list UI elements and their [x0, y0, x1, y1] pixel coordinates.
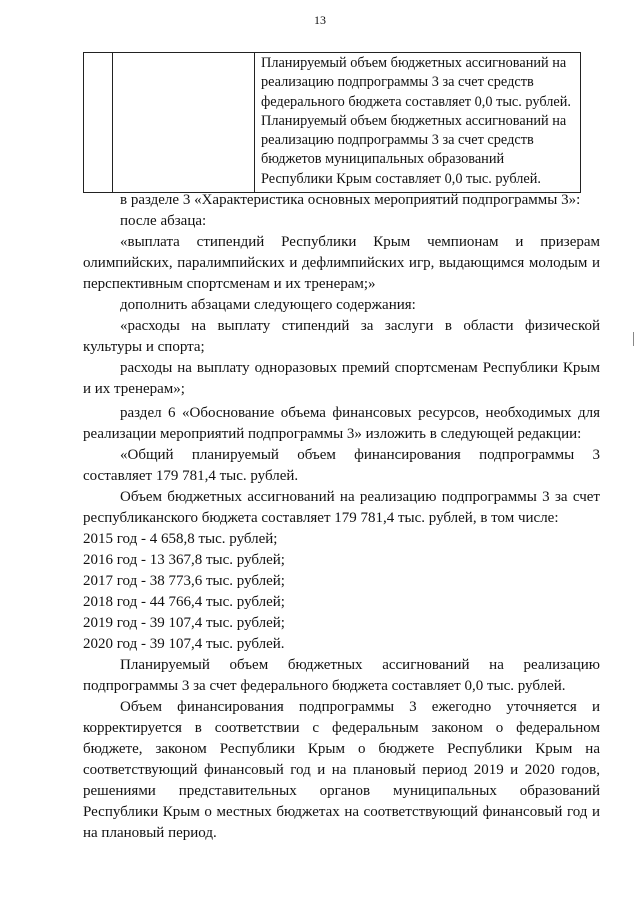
table-row [84, 53, 581, 193]
paragraph-line: и их тренерам»; [83, 381, 185, 397]
table-line: реализацию подпрограммы 3 за счет средств [261, 74, 534, 91]
paragraph-line: культуры и спорта; [83, 339, 205, 355]
table-line: Республики Крым составляет 0,0 тыс. рублей. [261, 170, 541, 187]
paragraph-line: республиканского бюджета составляет 179 781,4 тыс. рублей, в том числе: [83, 510, 559, 526]
paragraph-line: «расходы на выплату стипендий за заслуги в области физической [120, 318, 600, 334]
table-line: реализацию подпрограммы 3 за счет средств [261, 132, 534, 149]
paragraph-line: после абзаца: [120, 213, 207, 229]
table-cell-empty-2 [113, 53, 255, 193]
table-cell-budget-text [255, 53, 581, 193]
paragraph-line: корректируется в соответствии с федеральным законом о федеральном [83, 720, 600, 736]
paragraph-line: Республики Крым о местных бюджетах на соответствующий финансовый год и [83, 804, 600, 820]
paragraph-line: в разделе 3 «Характеристика основных мероприятий подпрограммы 3»: [120, 192, 581, 208]
paragraph-line: дополнить абзацами следующего содержания: [120, 297, 416, 313]
amendment-section-6 [83, 403, 600, 844]
year-amount: 2018 год - 44 766,4 тыс. рублей; [83, 594, 285, 610]
paragraph-line: Объем бюджетных ассигнований на реализацию подпрограммы 3 за счет [120, 489, 600, 505]
paragraph-line: Планируемый объем бюджетных ассигнований на реализацию [120, 657, 600, 673]
table-line: бюджетов муниципальных образований [261, 151, 505, 168]
paragraph-line: раздел 6 «Обоснование объема финансовых ресурсов, необходимых для [120, 405, 600, 421]
paragraph-line: расходы на выплату одноразовых премий спортсменам Республики Крым [120, 360, 600, 376]
year-amount: 2017 год - 38 773,6 тыс. рублей; [83, 573, 285, 589]
paragraph-line: соответствующий финансовый год и на плановый период 2019 и 2020 годов, [83, 762, 600, 778]
margin-mark [633, 332, 634, 346]
paragraph-line: на плановый период. [83, 825, 217, 841]
page-number: 13 [314, 13, 326, 27]
year-amount: 2020 год - 39 107,4 тыс. рублей. [83, 636, 285, 652]
paragraph-line: бюджете, законом Республики Крым о бюджете Республики Крым на [83, 741, 600, 757]
paragraph-line: составляет 179 781,4 тыс. рублей. [83, 468, 299, 484]
year-amount: 2016 год - 13 367,8 тыс. рублей; [83, 552, 285, 568]
paragraph-line: реализации мероприятий подпрограммы 3» изложить в следующей редакции: [83, 426, 582, 442]
table-line: Планируемый объем бюджетных ассигнований на [261, 112, 567, 129]
year-amount: 2015 год - 4 658,8 тыс. рублей; [83, 531, 278, 547]
amendment-section-3 [83, 190, 600, 400]
table-cell-empty-1 [84, 53, 113, 193]
paragraph-line: «Общий планируемый объем финансирования подпрограммы 3 [120, 447, 600, 463]
budget-table [83, 52, 581, 193]
paragraph-line: перспективным спортсменам и их тренерам;» [83, 276, 376, 292]
paragraph-line: подпрограммы 3 за счет федерального бюджета составляет 0,0 тыс. рублей. [83, 678, 566, 694]
table-line: федерального бюджета составляет 0,0 тыс. рублей. [261, 93, 571, 110]
paragraph-line: «выплата стипендий Республики Крым чемпионам и призерам [120, 234, 600, 250]
paragraph-line: олимпийских, паралимпийских и дефлимпийских игр, выдающимся молодым и [83, 255, 600, 271]
paragraph-line: Объем финансирования подпрограммы 3 ежегодно уточняется и [120, 699, 600, 715]
table-line: Планируемый объем бюджетных ассигнований на [261, 55, 567, 71]
paragraph-line: решениями представительных органов муниципальных образований [83, 783, 600, 799]
year-amount: 2019 год - 39 107,4 тыс. рублей; [83, 615, 285, 631]
